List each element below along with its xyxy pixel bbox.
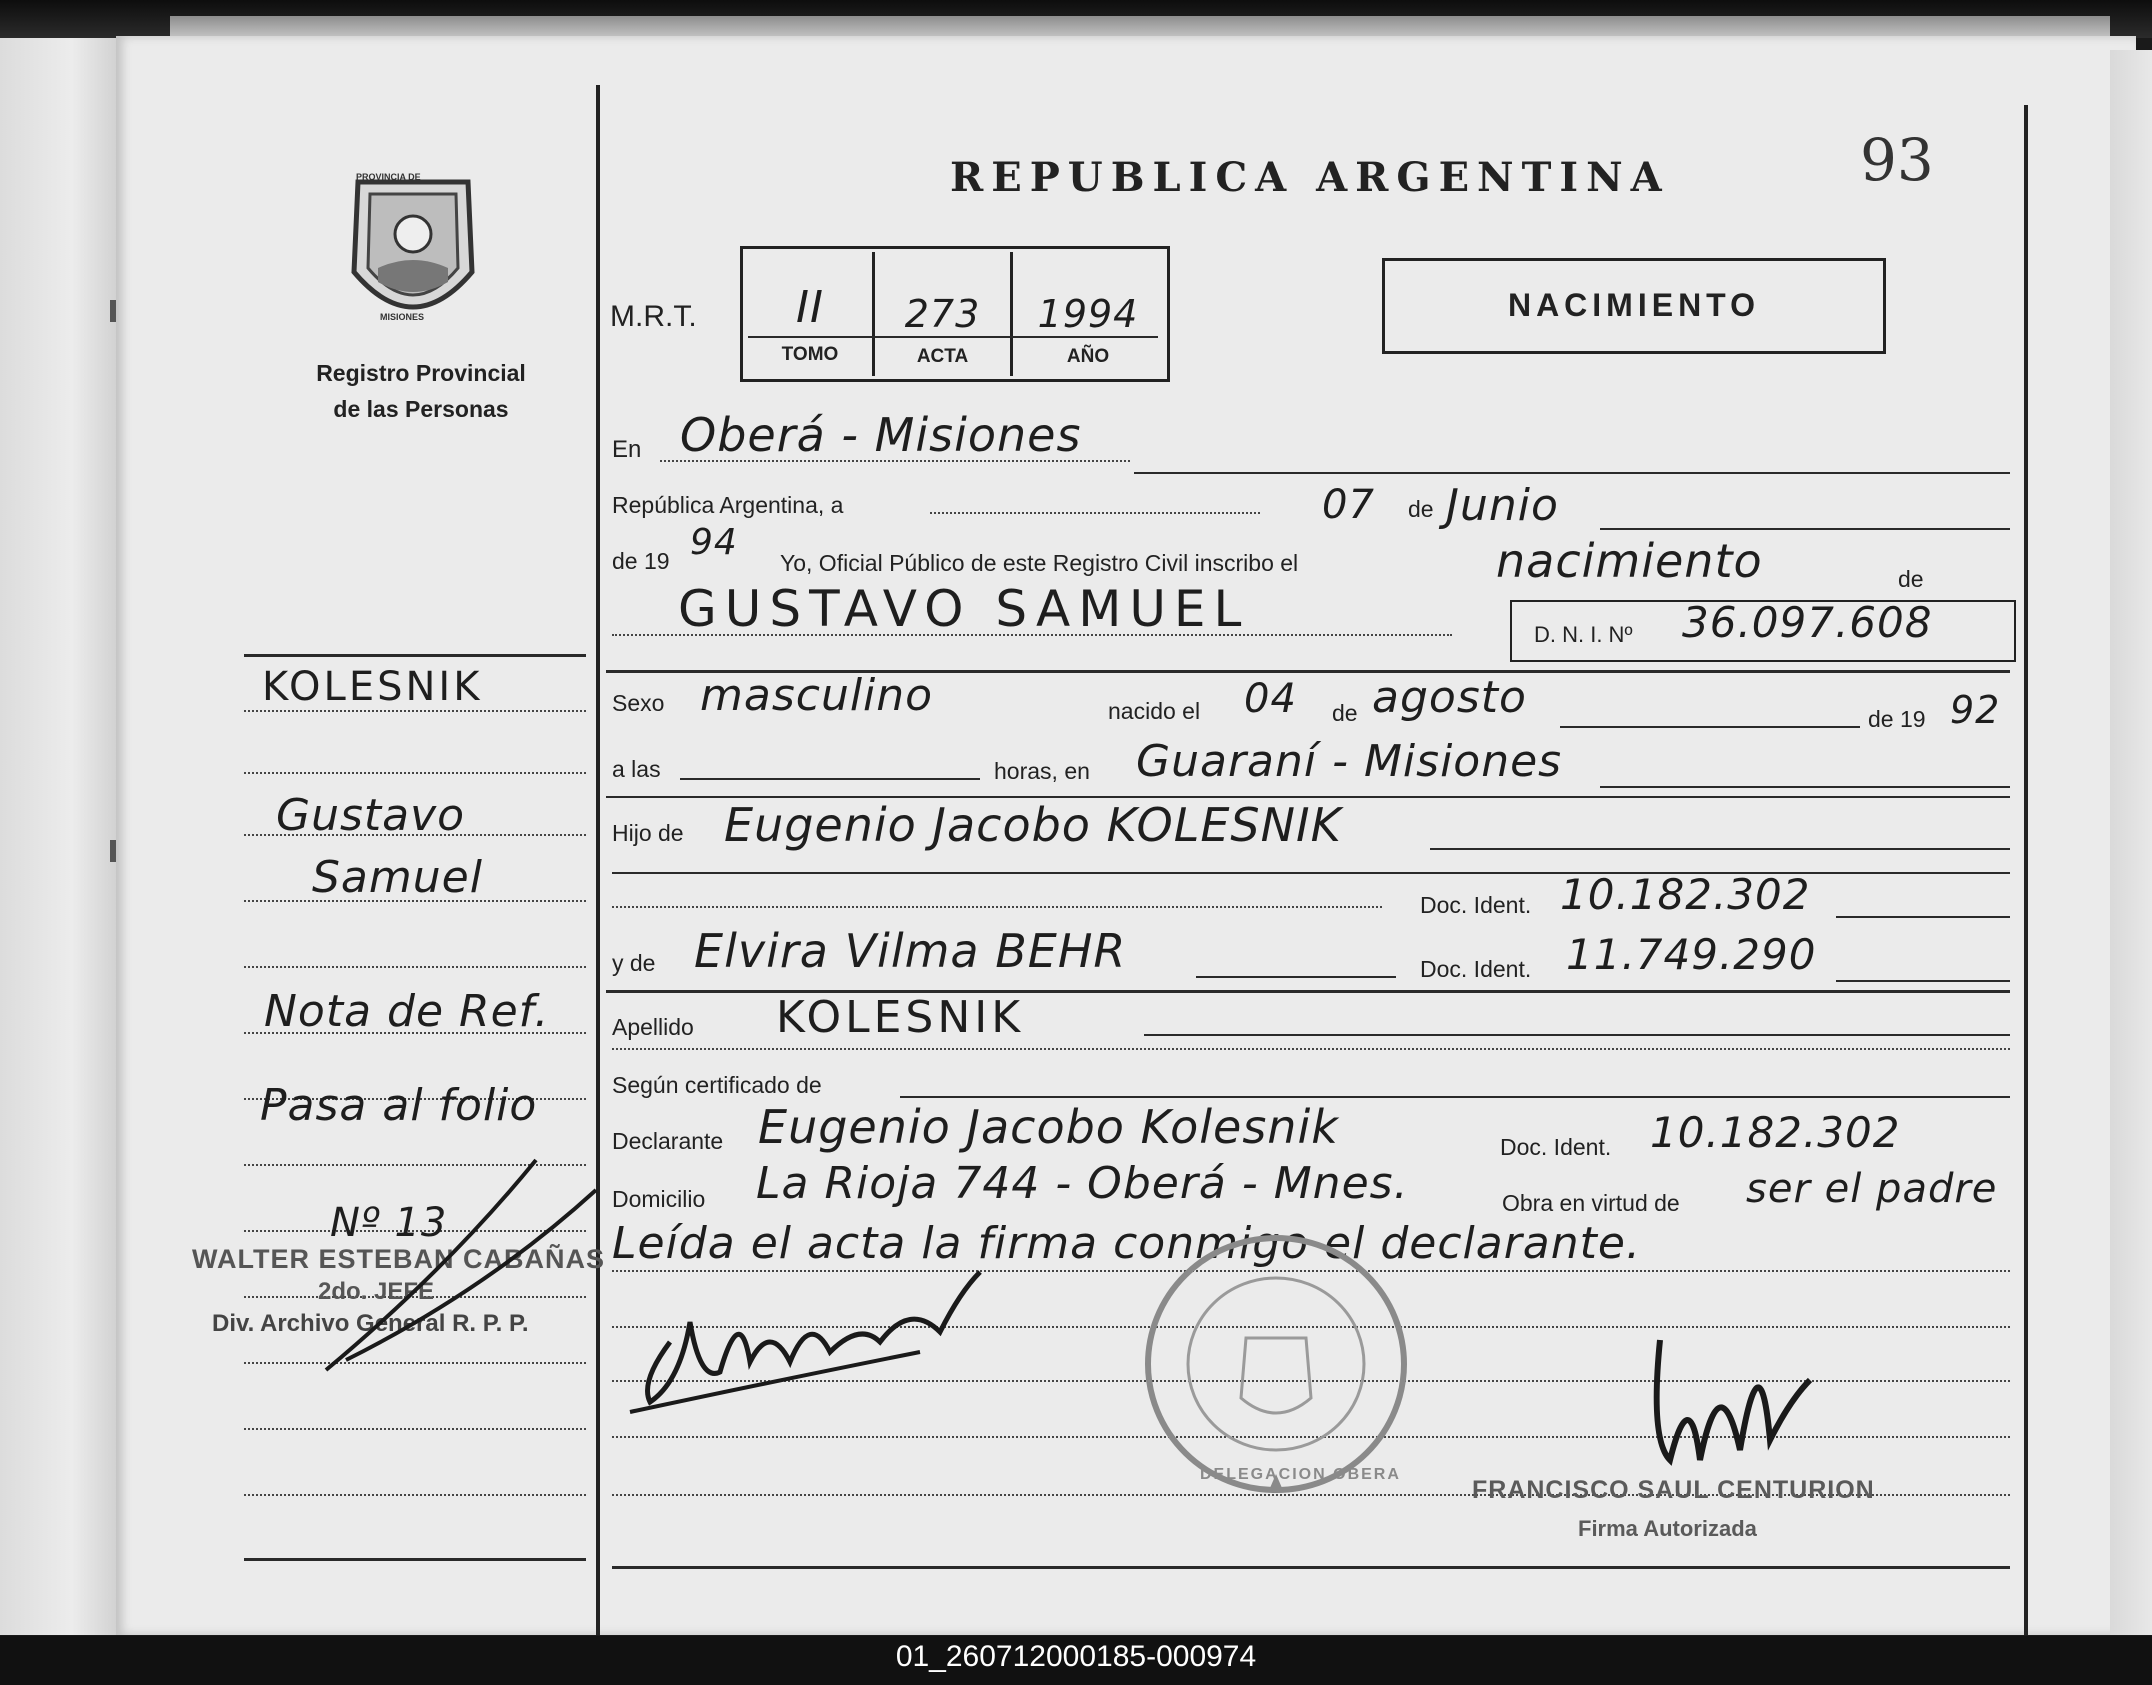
- acta-label: ACTA: [916, 346, 969, 367]
- dni-label: D. N. I. Nº: [1534, 622, 1633, 647]
- binding-hole: [110, 840, 116, 862]
- margin-dotline: [244, 966, 586, 968]
- place-value: Oberá - Misiones: [680, 408, 1082, 462]
- father-line: [1430, 848, 2010, 850]
- father-doc-value: 10.182.302: [1560, 870, 1811, 919]
- declarante-doc-value: 10.182.302: [1650, 1108, 1901, 1157]
- form-bottom-line: [612, 1566, 2010, 1569]
- hijo-label: Hijo de: [612, 820, 684, 846]
- official-signature-icon: [1640, 1320, 1820, 1480]
- mother-line: [1196, 976, 1396, 978]
- margin-note-2: Pasa al folio: [260, 1080, 538, 1131]
- sexo-label: Sexo: [612, 690, 665, 716]
- father-doc-line: [1836, 916, 2010, 918]
- provincial-seal-icon: [338, 172, 488, 332]
- seal-bottom-text: MISIONES: [380, 312, 425, 322]
- mrt-baseline: [748, 336, 1158, 338]
- place-line: [1134, 472, 2010, 474]
- margin-dotline: [244, 1428, 586, 1430]
- declarante-label: Declarante: [612, 1128, 724, 1154]
- month-value: Junio: [1446, 480, 1559, 531]
- margin-bottom-line: [244, 1558, 586, 1561]
- obra-value: ser el padre: [1746, 1166, 1998, 1212]
- act-type-value: nacimiento: [1496, 534, 1763, 588]
- de-label-2: de: [1898, 566, 1924, 592]
- archive-stamp-dept: Div. Archivo General R. P. P.: [212, 1310, 529, 1337]
- domicilio-value: La Rioja 744 - Oberá - Mnes.: [756, 1158, 1409, 1209]
- acta-value: 273: [904, 292, 981, 336]
- right-frame-line: [2024, 105, 2028, 1635]
- page-number: 93: [1860, 126, 1934, 194]
- date-dotline: [930, 512, 1260, 514]
- sexo-value: masculino: [700, 670, 934, 721]
- tomo-value: II: [796, 282, 824, 333]
- apellido-line: [1144, 1034, 2010, 1036]
- round-seal-text: DELEGACION OBERA: [1200, 1466, 1401, 1483]
- apellido-dotline: [612, 1048, 2010, 1050]
- de-label-3: de: [1332, 700, 1358, 726]
- birth-month-line: [1560, 726, 1860, 728]
- margin-top-line: [244, 654, 586, 657]
- page-right-edge: [2110, 50, 2152, 1635]
- apellido-label: Apellido: [612, 1014, 694, 1040]
- birth-year-prefix: de 19: [1868, 706, 1926, 732]
- father-name-value: Eugenio Jacobo KOLESNIK: [724, 798, 1342, 852]
- hour-line: [680, 778, 980, 780]
- full-name-value: GUSTAVO SAMUEL: [678, 580, 1250, 638]
- mrt-label: M.R.T.: [610, 300, 697, 333]
- domicilio-label: Domicilio: [612, 1186, 706, 1212]
- mother-name-value: Elvira Vilma BEHR: [694, 924, 1127, 978]
- year-suffix: 94: [690, 522, 738, 563]
- apellido-value: KOLESNIK: [776, 992, 1025, 1043]
- tomo-label: TOMO: [781, 344, 839, 365]
- mother-doc-label: Doc. Ident.: [1420, 956, 1532, 982]
- agency-name-line2: de las Personas: [333, 396, 509, 422]
- official-stamp-name: FRANCISCO SAUL CENTURION: [1472, 1476, 1875, 1504]
- birth-year-suffix: 92: [1950, 688, 2001, 732]
- margin-dotline: [244, 1494, 586, 1496]
- day-value: 07: [1322, 482, 1375, 528]
- month-line: [1600, 528, 2010, 530]
- declarante-value: Eugenio Jacobo Kolesnik: [758, 1100, 1339, 1154]
- margin-given-name-2: Samuel: [312, 852, 483, 903]
- margin-note-1: Nota de Ref.: [264, 986, 550, 1037]
- margin-note-3: Nº 13: [330, 1200, 448, 1246]
- registry-round-seal-icon: [1136, 1228, 1416, 1500]
- official-text: Yo, Oficial Público de este Registro Civil inscribo el: [780, 550, 1299, 576]
- margin-given-name-1: Gustavo: [276, 790, 466, 841]
- record-type-label: NACIMIENTO: [1507, 287, 1761, 323]
- obra-label: Obra en virtud de: [1502, 1190, 1680, 1216]
- anio-value: 1994: [1037, 292, 1139, 336]
- archive-stamp-name: WALTER ESTEBAN CABAÑAS: [192, 1244, 605, 1274]
- segun-label: Según certificado de: [612, 1072, 822, 1098]
- year-prefix: de 19: [612, 548, 670, 574]
- y-de-label: y de: [612, 950, 656, 976]
- father-doc-label: Doc. Ident.: [1420, 892, 1532, 918]
- seal-top-text: PROVINCIA DE: [356, 172, 421, 182]
- margin-dotline: [244, 772, 586, 774]
- de-label: de: [1408, 496, 1434, 522]
- en-label: En: [612, 436, 642, 463]
- margin-surname: KOLESNIK: [262, 664, 483, 710]
- nacido-label: nacido el: [1108, 698, 1201, 724]
- birth-place-line: [1600, 786, 2010, 788]
- archive-signature-icon: [266, 1150, 606, 1380]
- a-las-label: a las: [612, 756, 661, 782]
- anio-label: AÑO: [1066, 346, 1110, 367]
- birth-month-value: agosto: [1372, 672, 1527, 723]
- republica-label: República Argentina, a: [612, 492, 844, 518]
- birth-place-value: Guaraní - Misiones: [1136, 736, 1563, 787]
- margin-dotline: [244, 710, 586, 712]
- horas-label: horas, en: [994, 758, 1090, 784]
- mother-doc-line: [1836, 980, 2010, 982]
- birth-day-value: 04: [1244, 676, 1297, 722]
- father-doc-dotline: [612, 906, 1382, 908]
- declarante-doc-label: Doc. Ident.: [1500, 1134, 1612, 1160]
- archive-stamp-title: 2do. JEFE: [318, 1278, 435, 1305]
- official-stamp-title: Firma Autorizada: [1578, 1516, 1757, 1541]
- mother-doc-value: 11.749.290: [1566, 930, 1817, 979]
- country-heading: REPUBLICA ARGENTINA: [950, 154, 1670, 201]
- binding-hole: [110, 300, 116, 322]
- dni-value: 36.097.608: [1682, 598, 1933, 647]
- segun-line: [900, 1096, 2010, 1098]
- scan-id: 01_260712000185-000974: [895, 1640, 1257, 1673]
- declarant-signature-icon: [620, 1262, 1000, 1432]
- column-divider: [596, 85, 600, 1635]
- binding-margin: [0, 38, 120, 1635]
- agency-name-line1: Registro Provincial: [316, 360, 526, 386]
- closing-text: Leída el acta la firma conmigo el declarante.: [612, 1218, 1641, 1269]
